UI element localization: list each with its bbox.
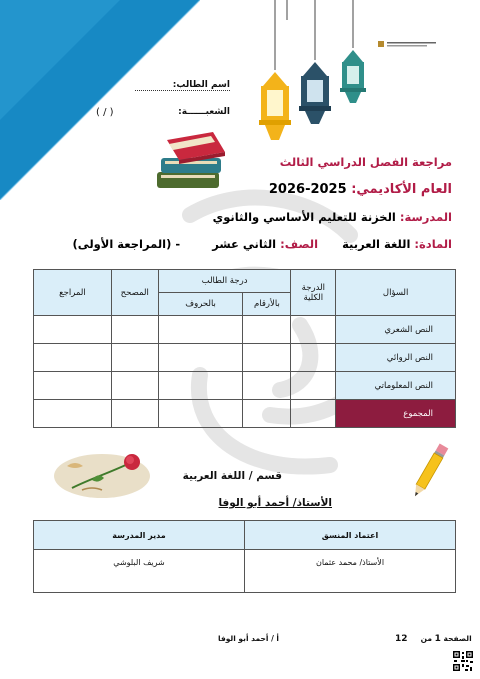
school-value: الخزنة للتعليم الأساسي والثانوي xyxy=(212,210,396,224)
grade-value: الثاني عشر xyxy=(212,237,277,251)
student-name-field[interactable] xyxy=(135,90,230,91)
teacher-name: الأستاذ/ أحمد أبو الوفا xyxy=(218,497,332,509)
table-row xyxy=(34,400,456,428)
subject-value: اللغة العربية xyxy=(342,237,411,251)
signature-table xyxy=(33,520,456,593)
header-in-numbers: بالأرقام xyxy=(243,293,291,316)
page-of: من xyxy=(420,634,432,643)
letters-cell[interactable] xyxy=(158,344,243,372)
grades-table xyxy=(33,269,456,428)
total-grade-cell[interactable] xyxy=(291,316,336,344)
subject-line xyxy=(72,237,452,251)
page-total: 12 xyxy=(395,634,408,644)
header-corrector: المصحح xyxy=(111,270,158,316)
subject-label: المادة: xyxy=(414,237,452,251)
reviewer-cell[interactable] xyxy=(34,400,112,428)
review-title xyxy=(280,155,452,169)
corrector-cell[interactable] xyxy=(111,372,158,400)
coordinator-name: الأستاذ/ محمد عثمان xyxy=(245,550,456,593)
table-row xyxy=(34,372,456,400)
header-question: السؤال xyxy=(336,270,456,316)
numbers-cell[interactable] xyxy=(243,372,291,400)
letters-cell[interactable] xyxy=(158,400,243,428)
rose-icon xyxy=(52,448,152,500)
numbers-cell[interactable] xyxy=(243,344,291,372)
letters-cell[interactable] xyxy=(158,372,243,400)
corrector-cell[interactable] xyxy=(111,316,158,344)
numbers-cell[interactable] xyxy=(243,316,291,344)
academic-year xyxy=(269,182,452,197)
header-total-grade: الدرجة الكلية xyxy=(291,270,336,316)
school-line xyxy=(213,210,452,224)
corrector-cell[interactable] xyxy=(111,344,158,372)
letters-cell[interactable] xyxy=(158,316,243,344)
question-cell: النص الروائي xyxy=(336,344,456,372)
principal-name: شريف البلوشي xyxy=(34,550,245,593)
principal-label: مدير المدرسة xyxy=(34,521,245,550)
question-cell: النص المعلوماتي xyxy=(336,372,456,400)
section-label: الشعبــــــة: xyxy=(178,107,230,117)
total-grade-cell[interactable] xyxy=(291,344,336,372)
header-student-grade: درجة الطالب xyxy=(158,270,291,293)
lantern-icon xyxy=(245,0,370,150)
total-grade-cell[interactable] xyxy=(291,400,336,428)
corrector-cell[interactable] xyxy=(111,400,158,428)
total-grade-cell[interactable] xyxy=(291,372,336,400)
header-in-letters: بالحروف xyxy=(158,293,243,316)
reviewer-cell[interactable] xyxy=(34,316,112,344)
pencil-icon xyxy=(405,440,453,505)
question-cell: النص الشعري xyxy=(336,316,456,344)
department: قسم / اللغة العربية xyxy=(182,470,282,482)
numbers-cell[interactable] xyxy=(243,400,291,428)
review-number: - (المراجعة الأولى) xyxy=(72,237,181,251)
total-cell: المجموع xyxy=(336,400,456,428)
coordinator-label: اعتماد المنسق xyxy=(245,521,456,550)
year-label: العام الأكاديمي: xyxy=(351,182,452,197)
books-icon xyxy=(153,130,228,192)
footer-author: أ / أحمد أبو الوفا xyxy=(218,634,279,643)
page-number xyxy=(395,634,472,644)
ministry-logo xyxy=(378,38,438,50)
review-title-text: مراجعة الفصل الدراسي الثالث xyxy=(279,155,452,169)
header-reviewer: المراجع xyxy=(34,270,112,316)
grade-label: الصف: xyxy=(280,237,319,251)
table-row xyxy=(34,316,456,344)
table-row xyxy=(34,344,456,372)
qr-code-icon xyxy=(452,650,474,672)
year-value: 2025-2026 xyxy=(268,182,347,197)
reviewer-cell[interactable] xyxy=(34,344,112,372)
section-field[interactable]: ( / ) xyxy=(96,107,114,118)
page-label: الصفحة xyxy=(443,634,472,643)
reviewer-cell[interactable] xyxy=(34,372,112,400)
school-label: المدرسة: xyxy=(399,210,452,224)
page-current: 1 xyxy=(434,634,441,644)
student-name-label: اسم الطالب: xyxy=(172,80,230,90)
